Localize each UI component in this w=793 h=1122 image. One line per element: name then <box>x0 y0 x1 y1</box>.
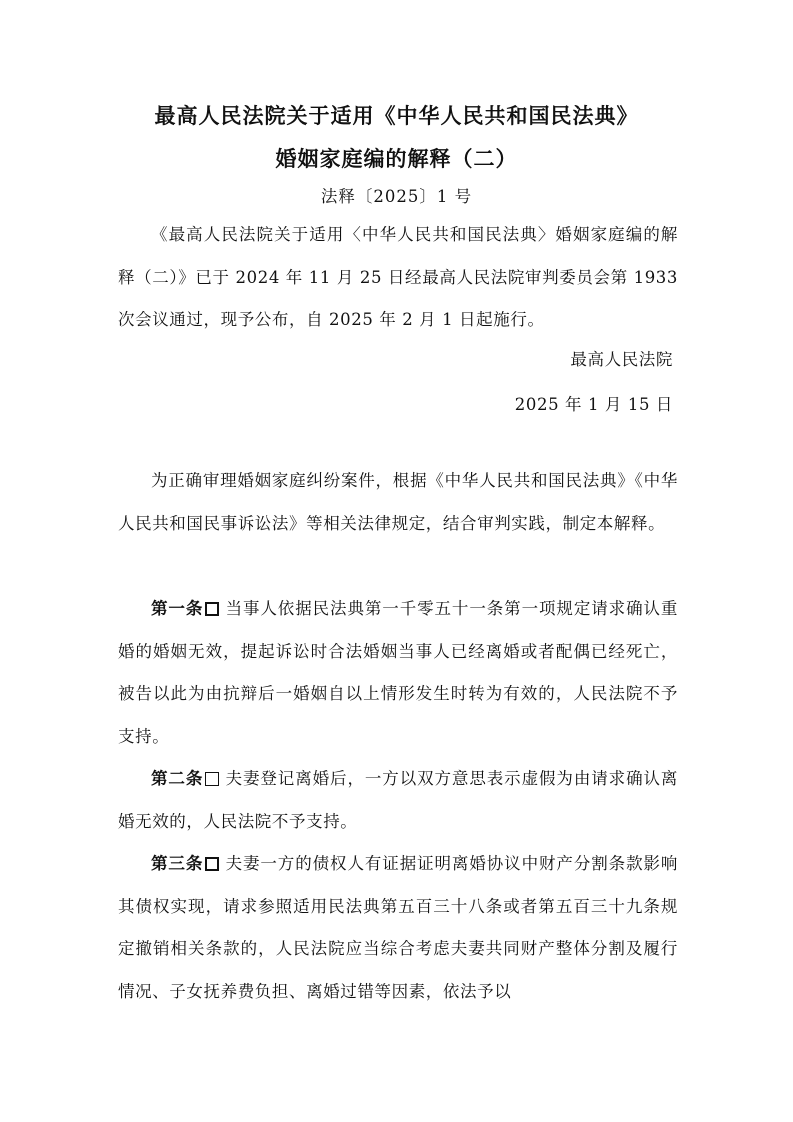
document-title-line-1: 最高人民法院关于适用《中华人民共和国民法典》 <box>154 104 639 128</box>
issue-date: 2025 年 1 月 15 日 <box>514 395 673 414</box>
box-icon <box>205 857 219 871</box>
article-1-title: 第一条 <box>151 599 204 618</box>
article-1-text: 当事人依据民法典第一千零五十一条第一项规定请求确认重婚的婚姻无效，提起诉讼时合法婚姻当事人已经离婚或者配偶已经死亡，被告以此为由抗辩后一婚姻自以上情形发生时转为有效的，人民法院不予支持。 <box>118 599 678 746</box>
box-icon <box>205 772 219 786</box>
article-3-title: 第三条 <box>151 854 204 873</box>
issuer-signature: 最高人民法院 <box>570 350 673 369</box>
document-title-line-2: 婚姻家庭编的解释（二） <box>275 147 518 171</box>
article-3 <box>118 843 678 1013</box>
document-number: 法释〔2025〕1 号 <box>320 187 473 206</box>
article-1 <box>118 588 678 758</box>
article-3-text: 夫妻一方的债权人有证据证明离婚协议中财产分割条款影响其债权实现，请求参照适用民法典第五百三十八条或者第五百三十九条规定撤销相关条款的，人民法院应当综合考虑夫妻共同财产整体分割及履行情况、子女抚养费负担、离婚过错等因素，依法予以 <box>118 854 678 1001</box>
box-icon <box>205 602 219 616</box>
announcement-paragraph: 《最高人民法院关于适用〈中华人民共和国民法典〉婚姻家庭编的解释（二）》已于 2024 年 11 月 25 日经最高人民法院审判委员会第 1933 次会议通过，现予公布，自 2025 年 2 月 1 日起施行。 <box>118 225 678 329</box>
article-2-title: 第二条 <box>151 769 204 788</box>
article-2-text: 夫妻登记离婚后，一方以双方意思表示虚假为由请求确认离婚无效的，人民法院不予支持。 <box>118 769 678 831</box>
preamble-paragraph: 为正确审理婚姻家庭纠纷案件，根据《中华人民共和国民法典》《中华人民共和国民事诉讼法》等相关法律规定，结合审判实践，制定本解释。 <box>118 471 678 533</box>
article-2 <box>118 758 678 843</box>
